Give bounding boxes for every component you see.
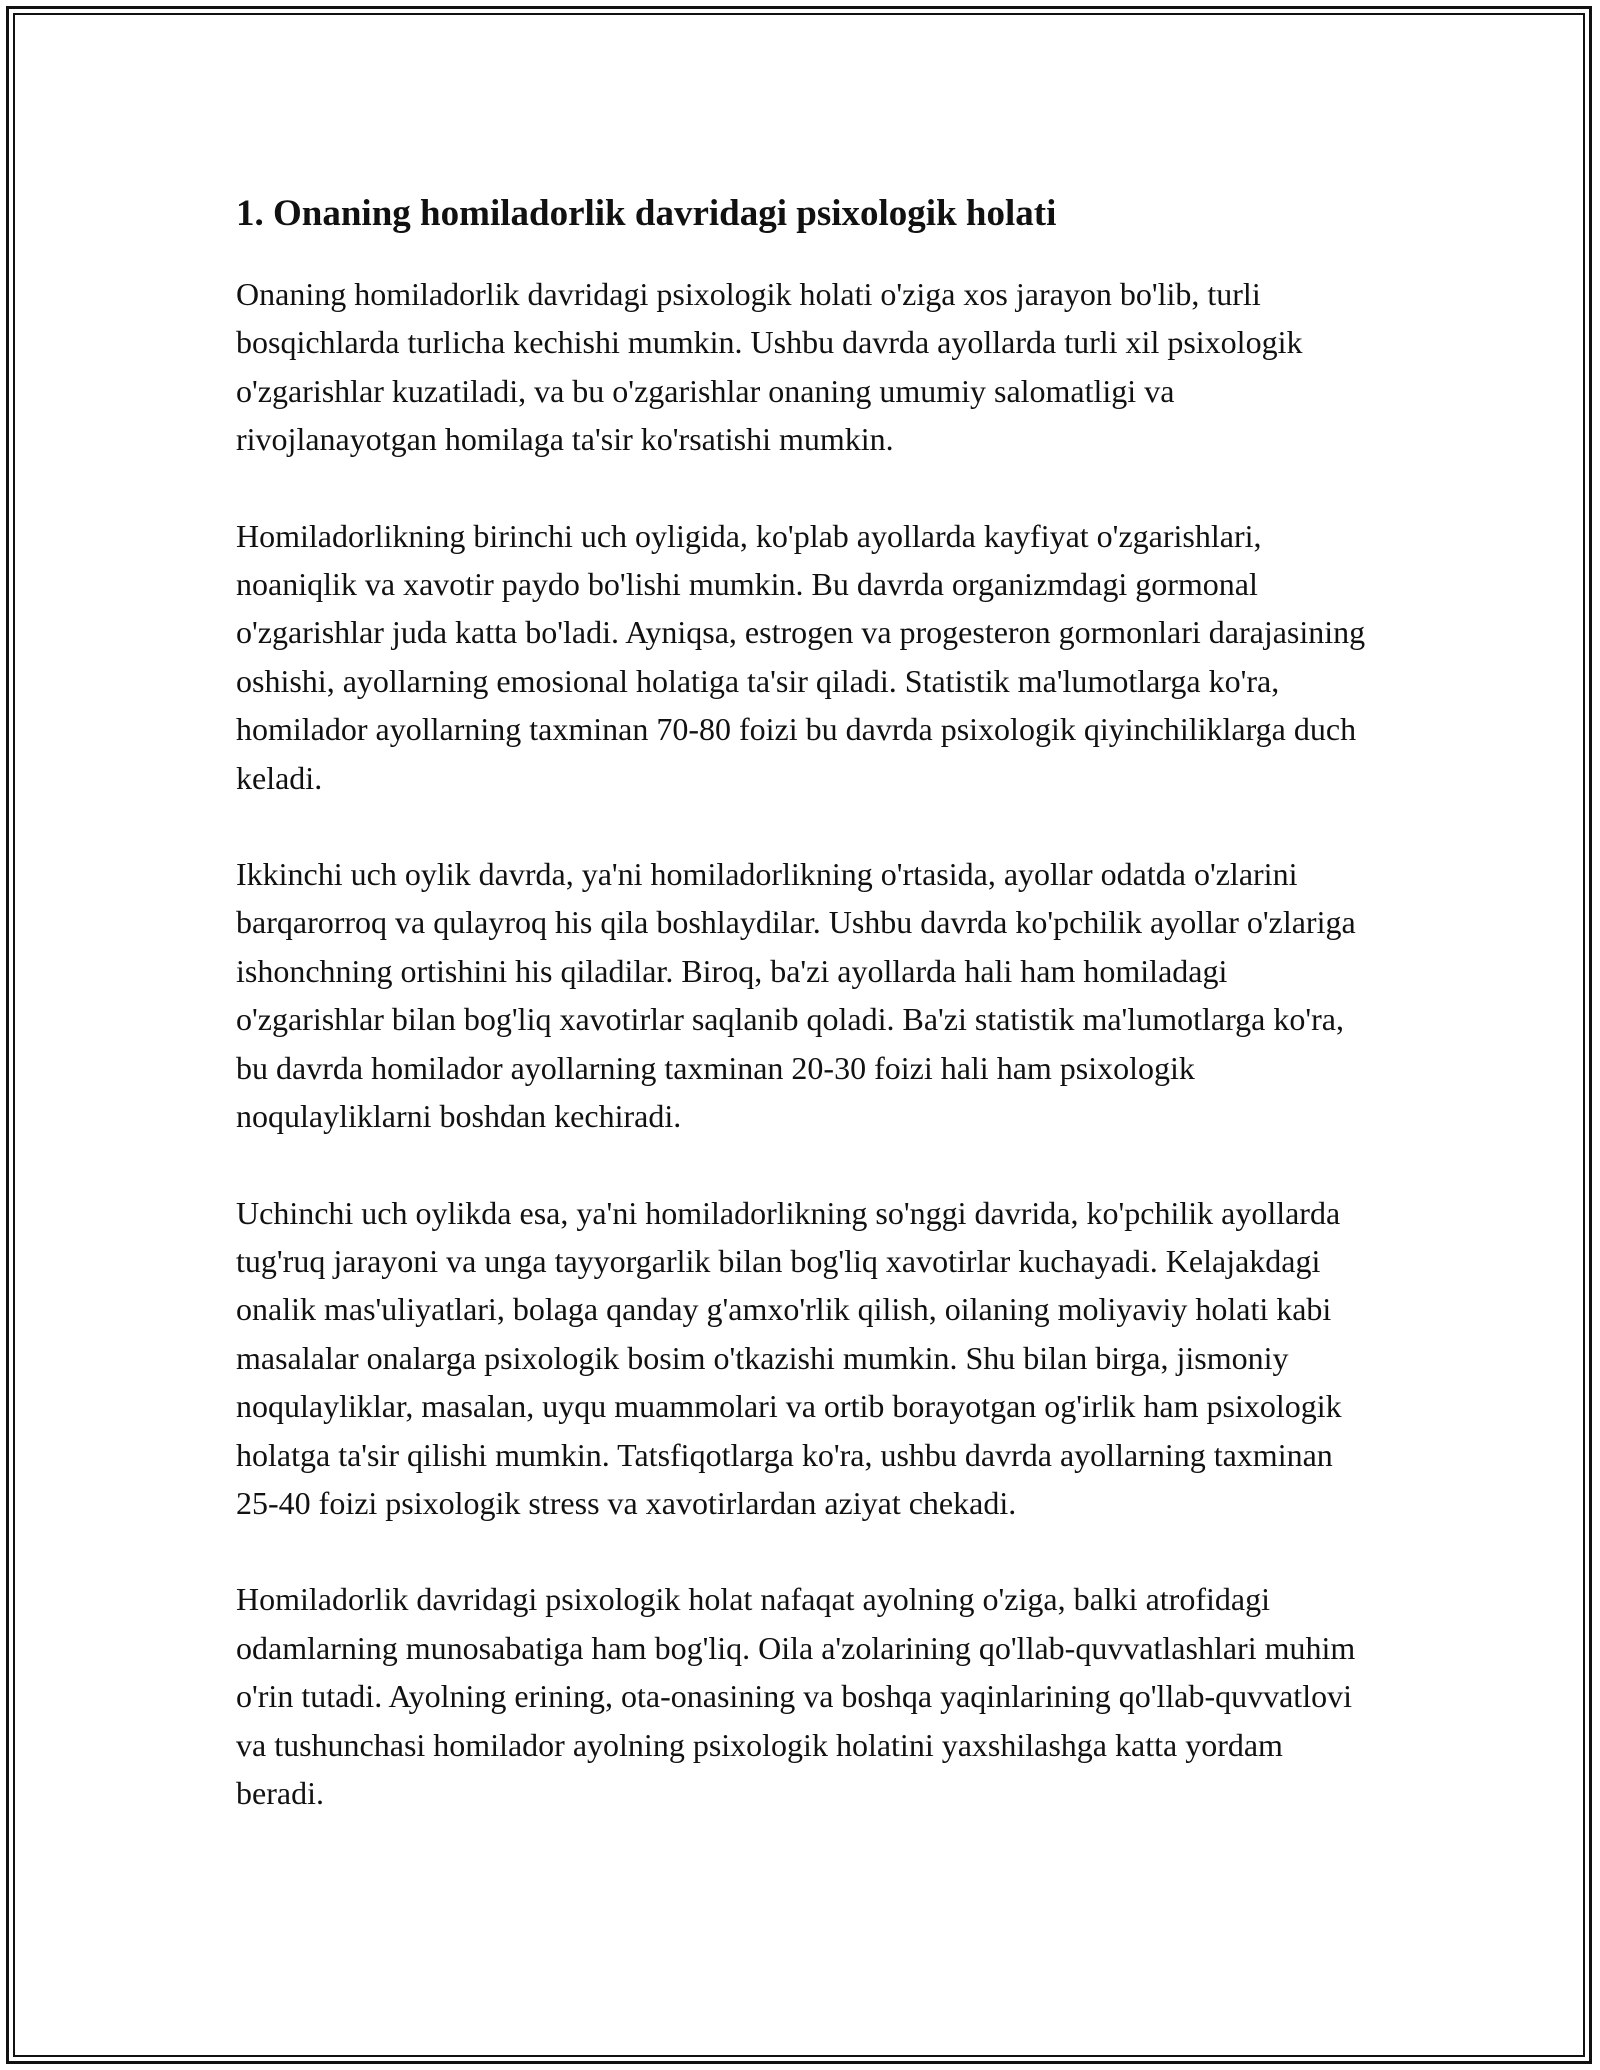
paragraph-third-trimester: Uchinchi uch oylikda esa, ya'ni homiladorlikning so'nggi davrida, ko'pchilik ayollarda tug'ruq jarayoni va unga tayyorgarlik bilan bog'liq xavotirlar kuchayadi. Kelajakdagi onalik mas'uliyatlari, bolaga qanday g'amxo'rlik qilish, oilaning moliyaviy holati kabi masalalar onalarga psixologik bosim o'tkazishi mumkin. Shu bilan birga, jismoniy noqulayliklar, masalan, uyqu muammolari va ortib borayotgan og'irlik ham psixologik holatga ta'sir qilishi mumkin. Tatsfiqotlarga ko'ra, ushbu davrda ayollarning taxminan 25-40 foizi psixologik stress va xavotirlardan aziyat chekadi.	[236, 1194, 1342, 1521]
paragraph-intro: Onaning homiladorlik davridagi psixologik holati o'ziga xos jarayon bo'lib, turli bosqichlarda turlicha kechishi mumkin. Ushbu davrda ayollarda turli xil psixologik o'zgarishlar kuzatiladi, va bu o'zgarishlar onaning umumiy salomatligi va rivojlanayotgan homilaga ta'sir ko'rsatishi mumkin.	[236, 276, 1303, 458]
paragraph-first-trimester: Homiladorlikning birinchi uch oyligida, ko'plab ayollarda kayfiyat o'zgarishlari, noaniqlik va xavotir paydo bo'lishi mumkin. Bu davrda organizmdagi gormonal o'zgarishlar juda katta bo'ladi. Ayniqsa, estrogen va progesteron gormonlari darajasining oshishi, ayollarning emosional holatiga ta'sir qiladi. Statistik ma'lumotlarga ko'ra, homilador ayollarning taxminan 70-80 foizi bu davrda psixologik qiyinchiliklarga duch keladi.	[236, 517, 1366, 796]
section-heading: 1. Onaning homiladorlik davridagi psixologik holati	[236, 193, 1057, 234]
paragraph-support: Homiladorlik davridagi psixologik holat nafaqat ayolning o'ziga, balki atrofidagi odamlarning munosabatiga ham bog'liq. Oila a'zolarining qo'llab-quvvatlashlari muhim o'rin tutadi. Ayolning erining, ota-onasining va boshqa yaqinlarining qo'llab-quvvatlovi va tushunchasi homilador ayolning psixologik holatini yaxshilashga katta yordam beradi.	[236, 1581, 1356, 1811]
document-body	[236, 188, 1376, 1865]
paragraph-second-trimester: Ikkinchi uch oylik davrda, ya'ni homiladorlikning o'rtasida, ayollar odatda o'zlarini barqarorroq va qulayroq his qila boshlaydilar. Ushbu davrda ko'pchilik ayollar o'zlariga ishonchning ortishini his qiladilar. Biroq, ba'zi ayollarda hali ham homiladagi o'zgarishlar bilan bog'liq xavotirlar saqlanib qoladi. Ba'zi statistik ma'lumotlarga ko'ra, bu davrda homilador ayollarning taxminan 20-30 foizi hali ham psixologik noqulayliklarni boshdan kechiradi.	[236, 856, 1356, 1135]
